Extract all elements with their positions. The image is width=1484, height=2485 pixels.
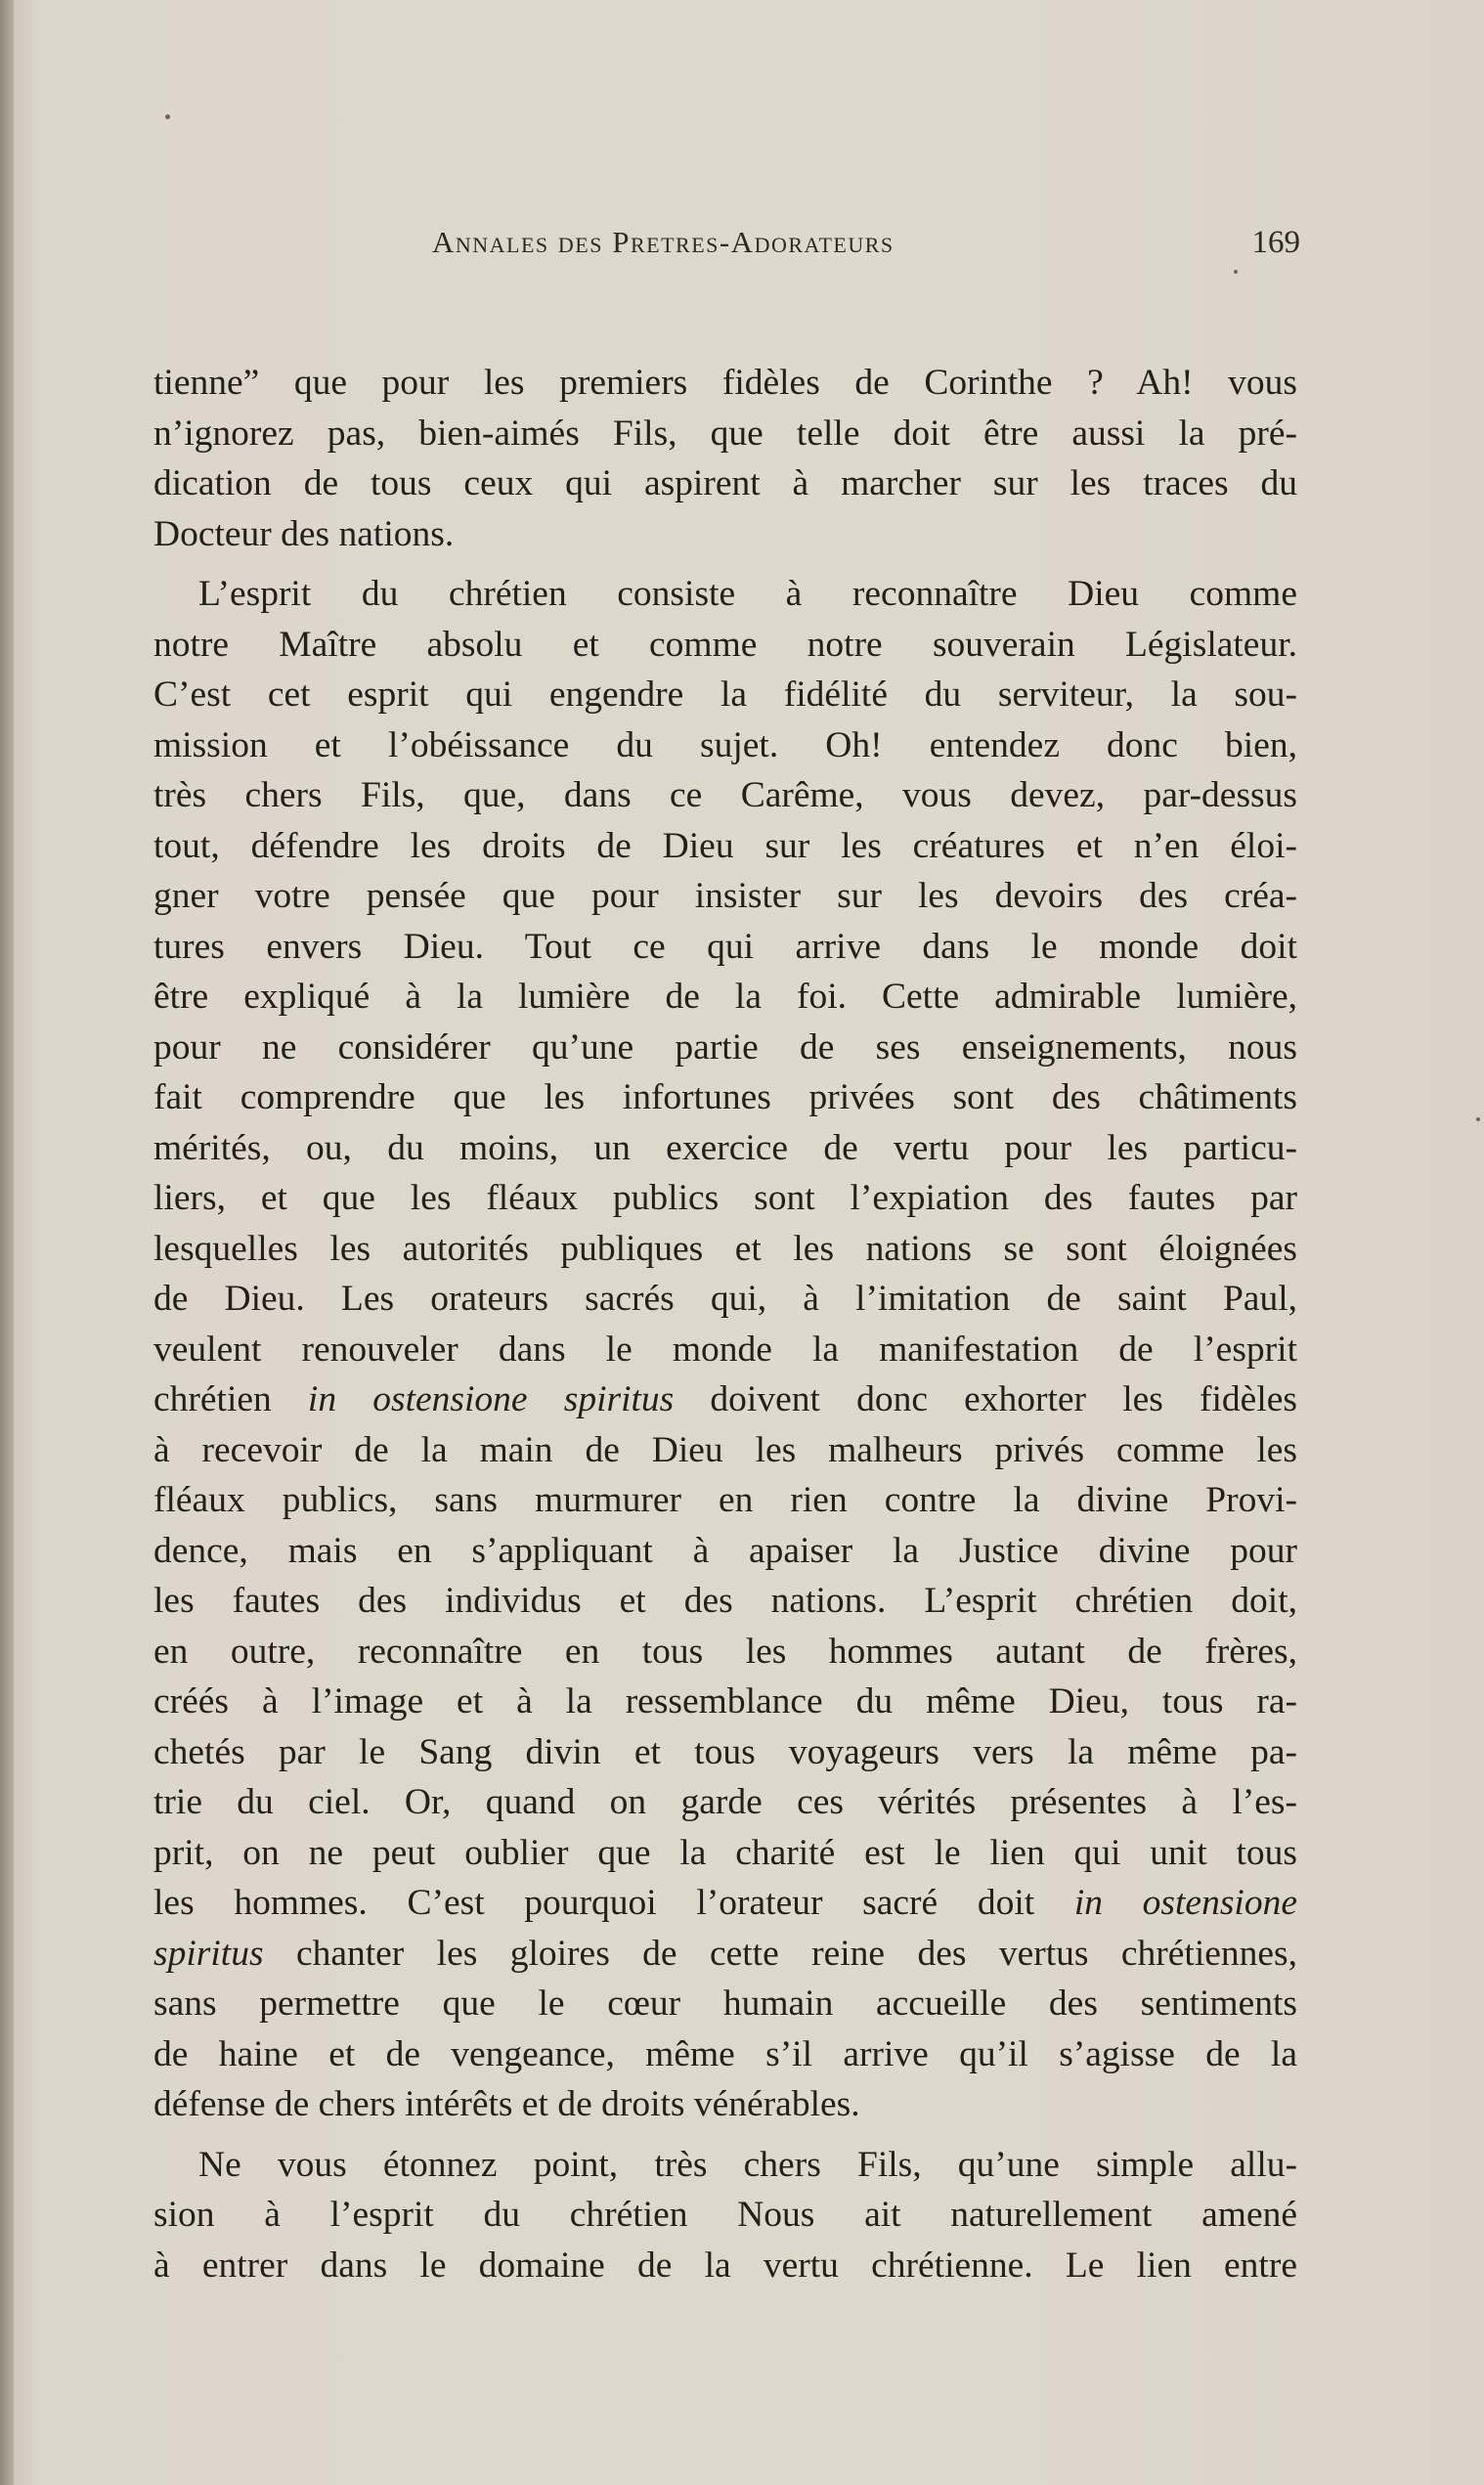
text-line: notre Maître absolu et comme notre souverain Législateur.: [153, 624, 1297, 665]
text-line: liers, et que les fléaux publics sont l’expiation des fautes par: [153, 1178, 1297, 1218]
text-run: chanter les gloires de cette reine des vertus chrétiennes,: [263, 1933, 1297, 1974]
text-line: de haine et de vengeance, même s’il arrive qu’il s’agisse de la: [153, 2033, 1297, 2074]
paragraph: [153, 569, 1297, 2130]
text-line: [153, 1374, 1297, 1425]
text-line: veulent renouveler dans le monde la manifestation de l’esprit: [153, 1329, 1297, 1370]
text-line: C’est cet esprit qui engendre la fidélité du serviteur, la sou-: [153, 675, 1297, 715]
text-line: mérités, ou, du moins, un exercice de vertu pour les particu-: [153, 1127, 1297, 1168]
text-line: [153, 1878, 1297, 1929]
text-line: Docteur des nations.: [153, 513, 455, 554]
body-text: [153, 358, 1297, 2290]
page-number: 169: [1251, 225, 1300, 260]
text-line: mission et l’obéissance du sujet. Oh! entendez donc bien,: [153, 724, 1297, 765]
text-run: chrétien: [153, 1379, 308, 1419]
text-line: dication de tous ceux qui aspirent à marcher sur les traces du: [153, 463, 1297, 503]
text-line: à recevoir de la main de Dieu les malheurs privés comme les: [153, 1429, 1297, 1470]
text-line: dence, mais en s’appliquant à apaiser la Justice divine pour: [153, 1530, 1297, 1571]
text-line: chetés par le Sang divin et tous voyageurs vers la même pa-: [153, 1731, 1297, 1772]
page-header: [156, 225, 1310, 268]
text-line: lesquelles les autorités publiques et les nations se sont éloignées: [153, 1228, 1297, 1269]
italic-latin-phrase: in ostensione spiritus: [307, 1379, 675, 1419]
text-line: [153, 1929, 1297, 1980]
text-line: sans permettre que le cœur humain accueille des sentiments: [153, 1984, 1297, 2024]
text-line: tout, défendre les droits de Dieu sur les créatures et n’en éloi-: [153, 825, 1297, 866]
text-line: être expliqué à la lumière de la foi. Cette admirable lumière,: [153, 977, 1297, 1017]
text-line: Ne vous étonnez point, très chers Fils, qu’une simple allu-: [198, 2144, 1297, 2185]
text-run: doivent donc exhorter les fidèles: [674, 1379, 1297, 1419]
text-line: gner votre pensée que pour insister sur les devoirs des créa-: [153, 876, 1297, 916]
text-run: les hommes. C’est pourquoi l’orateur sacré doit: [153, 1883, 1074, 1923]
print-speck: [1476, 1117, 1480, 1121]
text-line: les fautes des individus et des nations. L’esprit chrétien doit,: [153, 1581, 1297, 1621]
text-line: créés à l’image et à la ressemblance du même Dieu, tous ra-: [153, 1681, 1297, 1722]
text-line: en outre, reconnaître en tous les hommes autant de frères,: [153, 1631, 1297, 1672]
text-line: sion à l’esprit du chrétien Nous ait naturellement amené: [153, 2195, 1297, 2235]
text-line: très chers Fils, que, dans ce Carême, vous devez, par-dessus: [153, 775, 1297, 815]
text-line: prit, on ne peut oublier que la charité est le lien qui unit tous: [153, 1832, 1297, 1873]
paragraph: [153, 2140, 1297, 2291]
text-line: défense de chers intérêts et de droits vénérables.: [153, 2084, 860, 2124]
text-line: trie du ciel. Or, quand on garde ces vérités présentes à l’es-: [153, 1782, 1297, 1822]
italic-latin-phrase: spiritus: [153, 1933, 264, 1974]
print-speck: [165, 114, 170, 119]
page-binding-edge: [0, 0, 14, 2485]
text-line: à entrer dans le domaine de la vertu chrétienne. Le lien entre: [153, 2245, 1297, 2286]
paragraph: [153, 358, 1297, 559]
text-line: pour ne considérer qu’une partie de ses enseignements, nous: [153, 1026, 1297, 1068]
text-line: de Dieu. Les orateurs sacrés qui, à l’imitation de saint Paul,: [153, 1279, 1297, 1319]
text-line: fléaux publics, sans murmurer en rien contre la divine Provi-: [153, 1480, 1297, 1520]
text-line: L’esprit du chrétien consiste à reconnaître Dieu comme: [198, 574, 1297, 614]
text-line: n’ignorez pas, bien-aimés Fils, que telle doit être aussi la pré-: [153, 413, 1297, 454]
print-speck: [1234, 270, 1238, 274]
text-line: tures envers Dieu. Tout ce qui arrive dans le monde doit: [153, 926, 1297, 967]
running-title: Annales des Pretres-Adorateurs: [432, 225, 895, 259]
text-line: tienne” que pour les premiers fidèles de Corinthe ? Ah! vous: [153, 363, 1297, 403]
text-line: fait comprendre que les infortunes privées sont des châtiments: [153, 1077, 1297, 1117]
italic-latin-phrase: in ostensione: [1073, 1883, 1297, 1923]
